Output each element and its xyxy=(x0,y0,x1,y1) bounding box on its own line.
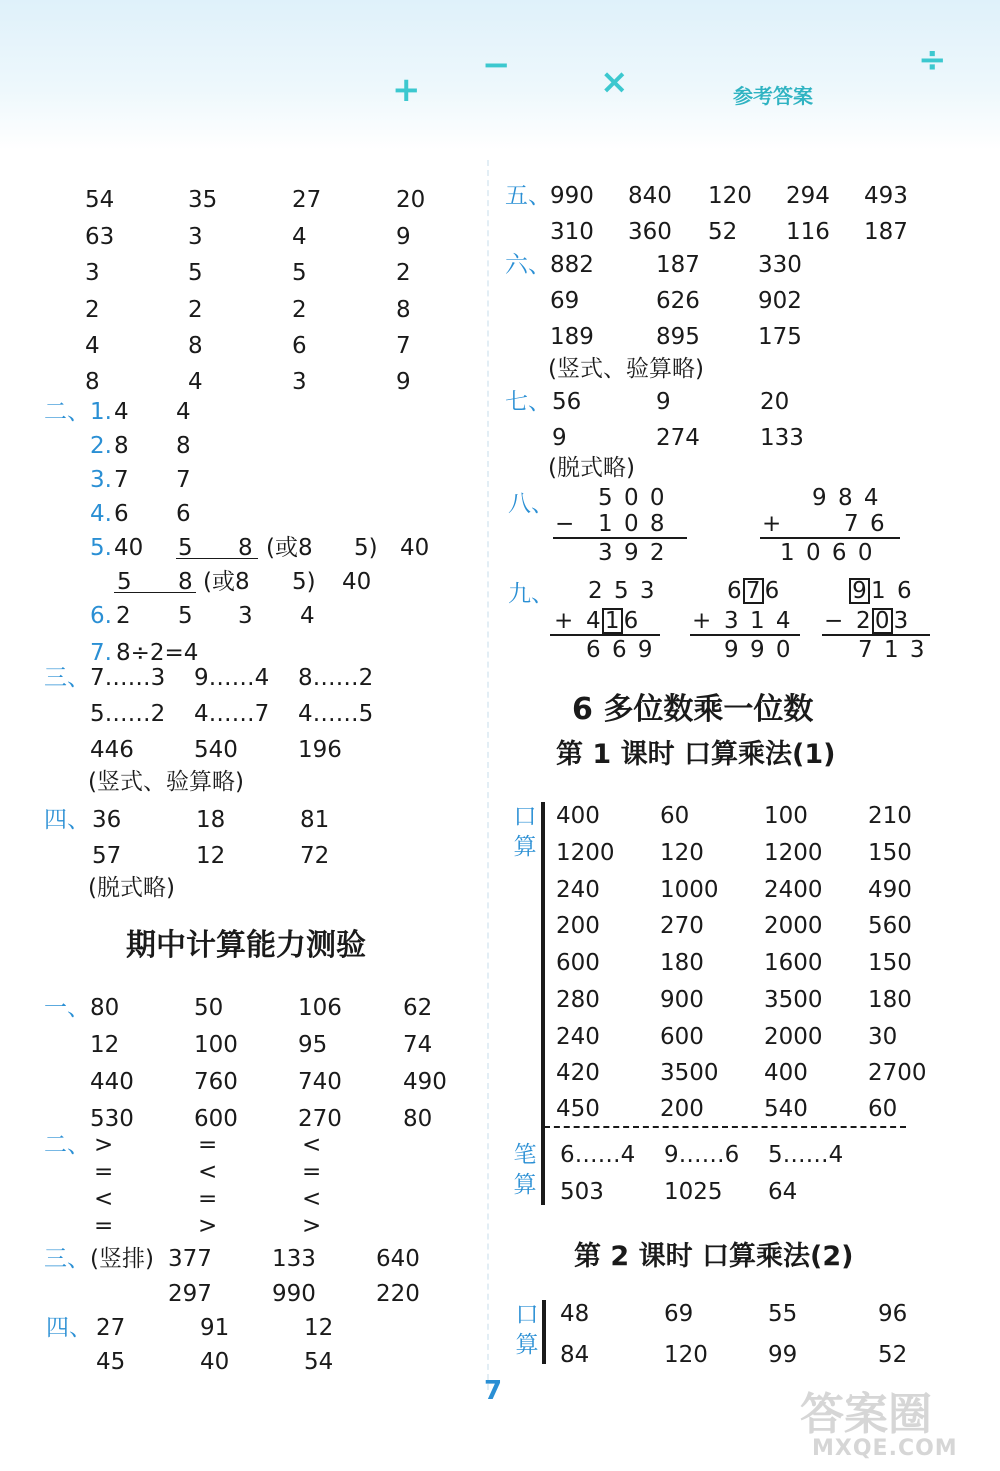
cell: 882 xyxy=(550,252,594,278)
cell: 450 xyxy=(556,1096,600,1122)
cell: 12 xyxy=(90,1032,120,1058)
cell: 40 xyxy=(200,1349,230,1375)
cell: 7……3 xyxy=(90,665,166,691)
calc-top xyxy=(848,577,914,605)
cell: 5) xyxy=(354,535,378,561)
dashed-separator xyxy=(544,1126,906,1128)
cell: 640 xyxy=(376,1246,420,1272)
cell: 54 xyxy=(304,1349,334,1375)
cell: 196 xyxy=(298,737,342,763)
cell: 377 xyxy=(168,1246,212,1272)
cell: 55 xyxy=(768,1301,798,1327)
cell: 12 xyxy=(196,843,226,869)
cell: 3 xyxy=(238,603,253,629)
section-label: 三、 xyxy=(44,1246,90,1272)
cell: 116 xyxy=(786,219,830,245)
note: (竖式、验算略) xyxy=(548,356,704,382)
cell: 100 xyxy=(194,1032,238,1058)
section-label: 二、 xyxy=(44,399,90,425)
section-label: 四、 xyxy=(44,807,90,833)
cell: 9 xyxy=(552,425,567,451)
cell: 2 xyxy=(396,260,411,286)
cell: 48 xyxy=(560,1301,590,1327)
bisuan-label: 笔算 xyxy=(513,1142,537,1198)
cell: 420 xyxy=(556,1060,600,1086)
cell: 6……4 xyxy=(560,1142,636,1168)
cell: 840 xyxy=(628,183,672,209)
item-number: 6. xyxy=(90,603,112,629)
cell: 20 xyxy=(760,389,790,415)
cell: > xyxy=(302,1213,322,1239)
cell: < xyxy=(302,1132,322,1158)
cell: 187 xyxy=(656,252,700,278)
cell: 40 xyxy=(342,569,372,595)
cell: 560 xyxy=(868,913,912,939)
cell: 8 xyxy=(188,333,203,359)
cell: 5……2 xyxy=(90,701,166,727)
cell: 2 xyxy=(292,297,307,323)
cell: 895 xyxy=(656,324,700,350)
cell: 7 xyxy=(176,467,191,493)
calc-result: 7 1 3 xyxy=(858,637,927,663)
cell: 2 xyxy=(188,297,203,323)
section-label: 二、 xyxy=(44,1132,90,1158)
cell: 4 xyxy=(188,369,203,395)
cell: 57 xyxy=(92,843,122,869)
calc-result: 9 9 0 xyxy=(724,637,793,663)
chapter-title: 6 多位数乘一位数 xyxy=(572,692,814,727)
digit: 6 xyxy=(764,578,780,604)
answer-box: 9 xyxy=(849,578,870,604)
cell: 189 xyxy=(550,324,594,350)
section-label: 六、 xyxy=(505,252,551,278)
cell: 270 xyxy=(298,1106,342,1132)
cell: 530 xyxy=(90,1106,134,1132)
cell: 175 xyxy=(758,324,802,350)
cell: 1200 xyxy=(556,840,615,866)
cell: 740 xyxy=(298,1069,342,1095)
cell: 1200 xyxy=(764,840,823,866)
cell: 3 xyxy=(292,369,307,395)
cell: 150 xyxy=(868,950,912,976)
cell: = xyxy=(302,1159,322,1185)
section-label: 五、 xyxy=(505,183,551,209)
cell: 100 xyxy=(764,803,808,829)
cell: 540 xyxy=(194,737,238,763)
cell: 2400 xyxy=(764,877,823,903)
digit: 6 xyxy=(727,578,742,604)
cell: 270 xyxy=(660,913,704,939)
cell: 5 xyxy=(188,260,203,286)
cell: 7 xyxy=(114,467,129,493)
cell: 64 xyxy=(768,1179,798,1205)
left-bracket-bar xyxy=(542,1300,546,1364)
cell: 4……7 xyxy=(194,701,270,727)
note: (脱式略) xyxy=(548,455,635,481)
left-bracket-bar xyxy=(541,802,545,1205)
cell: 8 xyxy=(178,569,193,595)
cell: 200 xyxy=(556,913,600,939)
cell: 360 xyxy=(628,219,672,245)
cell: 3500 xyxy=(660,1060,719,1086)
column-divider xyxy=(487,160,489,1390)
cell: 8÷2=4 xyxy=(116,640,199,666)
cell: > xyxy=(198,1213,218,1239)
cell: 490 xyxy=(868,877,912,903)
calc-middle: 3 1 4 xyxy=(724,608,793,634)
cell: 440 xyxy=(90,1069,134,1095)
cell: 446 xyxy=(90,737,134,763)
cell: 56 xyxy=(552,389,582,415)
cell: 27 xyxy=(96,1315,126,1341)
lesson-title: 第 2 课时 口算乘法(2) xyxy=(574,1241,854,1272)
cell: 8 xyxy=(176,433,191,459)
kousuan-label: 口算 xyxy=(513,804,537,860)
cell: 2000 xyxy=(764,913,823,939)
header-banner xyxy=(0,0,1000,150)
cell: 5 xyxy=(178,535,193,561)
divide-symbol: ÷ xyxy=(918,40,947,80)
section-label: 八、 xyxy=(508,491,554,517)
cell: = xyxy=(94,1159,114,1185)
cell: 6 xyxy=(114,501,129,527)
calc-middle: 7 6 xyxy=(844,511,887,537)
cell: 72 xyxy=(300,843,330,869)
cell: 12 xyxy=(304,1315,334,1341)
cell: 133 xyxy=(272,1246,316,1272)
cell: 540 xyxy=(764,1096,808,1122)
cell: 5……4 xyxy=(768,1142,844,1168)
plus-symbol: + xyxy=(392,70,421,110)
cell: < xyxy=(198,1159,218,1185)
cell: 40 xyxy=(114,535,144,561)
cell: 69 xyxy=(664,1301,694,1327)
cell: 902 xyxy=(758,288,802,314)
cell: 3 xyxy=(188,224,203,250)
answer-box: 0 xyxy=(872,608,893,634)
cell: 8……2 xyxy=(298,665,374,691)
page-number: 7 xyxy=(484,1376,503,1406)
cell: 8 xyxy=(114,433,129,459)
prefix: (竖排) xyxy=(90,1246,154,1272)
calc-middle: 1 0 8 xyxy=(598,511,667,537)
item-number: 4. xyxy=(90,501,112,527)
cell: 200 xyxy=(660,1096,704,1122)
calc-operator: − xyxy=(824,608,844,634)
cell: 2700 xyxy=(868,1060,927,1086)
item-number: 3. xyxy=(90,467,112,493)
digit: 3 xyxy=(893,608,909,634)
calc-top xyxy=(727,577,779,605)
cell: 60 xyxy=(660,803,690,829)
header-title: 参考答案 xyxy=(733,84,813,108)
section-label: 一、 xyxy=(44,995,90,1021)
calc-result: 3 9 2 xyxy=(598,540,667,566)
cell: 8 xyxy=(85,369,100,395)
cell: = xyxy=(198,1186,218,1212)
cell: 4 xyxy=(114,399,129,425)
cell: 1025 xyxy=(664,1179,723,1205)
cell: 220 xyxy=(376,1281,420,1307)
cell: 180 xyxy=(660,950,704,976)
cell: 187 xyxy=(864,219,908,245)
watermark-logo-text: 答案圈 xyxy=(800,1389,932,1440)
answer-underline xyxy=(114,592,196,593)
cell: < xyxy=(302,1186,322,1212)
item-number: 5. xyxy=(90,535,112,561)
cell: 760 xyxy=(194,1069,238,1095)
answer-box: 7 xyxy=(743,578,764,604)
cell: 626 xyxy=(656,288,700,314)
cell: 900 xyxy=(660,987,704,1013)
cell: 80 xyxy=(90,995,120,1021)
cell: 2 xyxy=(116,603,131,629)
item-number: 2. xyxy=(90,433,112,459)
cell: 503 xyxy=(560,1179,604,1205)
cell: 8 xyxy=(238,535,253,561)
cell: 95 xyxy=(298,1032,328,1058)
cell: 30 xyxy=(868,1024,898,1050)
cell: 3500 xyxy=(764,987,823,1013)
cell: 240 xyxy=(556,877,600,903)
cell: < xyxy=(94,1186,114,1212)
calc-top: 9 8 4 xyxy=(812,485,881,511)
cell: 69 xyxy=(550,288,580,314)
cell: 1600 xyxy=(764,950,823,976)
cell: 74 xyxy=(403,1032,433,1058)
calc-operator: − xyxy=(555,511,575,537)
cell: 120 xyxy=(708,183,752,209)
cell: 36 xyxy=(92,807,122,833)
cell: 40 xyxy=(400,535,430,561)
minus-symbol: − xyxy=(482,45,511,85)
cell: 52 xyxy=(878,1342,908,1368)
cell: 210 xyxy=(868,803,912,829)
digit: 4 xyxy=(586,608,601,634)
cell: 1000 xyxy=(660,877,719,903)
cell: 54 xyxy=(85,187,115,213)
calc-top: 5 0 0 xyxy=(598,485,667,511)
cell: 2 xyxy=(85,297,100,323)
cell: 6 xyxy=(292,333,307,359)
cell: 84 xyxy=(560,1342,590,1368)
cell: 294 xyxy=(786,183,830,209)
cell: 600 xyxy=(660,1024,704,1050)
cell: 493 xyxy=(864,183,908,209)
calc-operator: + xyxy=(554,608,574,634)
cell: 7 xyxy=(396,333,411,359)
watermark-url: MXQE.COM xyxy=(812,1436,958,1461)
cell: 990 xyxy=(272,1281,316,1307)
section-label: 四、 xyxy=(46,1315,92,1341)
cell: = xyxy=(94,1213,114,1239)
cell: 310 xyxy=(550,219,594,245)
cell: 63 xyxy=(85,224,115,250)
answer-underline xyxy=(176,558,258,559)
cell: 9 xyxy=(396,224,411,250)
cell: 20 xyxy=(396,187,426,213)
cell: 27 xyxy=(292,187,322,213)
answer-box: 1 xyxy=(602,608,623,634)
cell: 600 xyxy=(556,950,600,976)
cell: = xyxy=(198,1132,218,1158)
item-number: 7. xyxy=(90,640,112,666)
cell: 5 xyxy=(178,603,193,629)
cell: 274 xyxy=(656,425,700,451)
section-title: 期中计算能力测验 xyxy=(126,928,366,963)
cell: 490 xyxy=(403,1069,447,1095)
cell: 81 xyxy=(300,807,330,833)
calc-result: 1 0 6 0 xyxy=(780,540,875,566)
cell: > xyxy=(94,1132,114,1158)
cell: 5) xyxy=(292,569,316,595)
cell: 5 xyxy=(292,260,307,286)
cell: 18 xyxy=(196,807,226,833)
kousuan-label: 口算 xyxy=(515,1302,539,1358)
cell: 52 xyxy=(708,219,738,245)
cell: 96 xyxy=(878,1301,908,1327)
times-symbol: × xyxy=(600,62,629,102)
cell: 9……6 xyxy=(664,1142,740,1168)
cell: 4 xyxy=(300,603,315,629)
cell: 50 xyxy=(194,995,224,1021)
cell: 2000 xyxy=(764,1024,823,1050)
calc-middle xyxy=(586,607,638,635)
cell: 5 xyxy=(117,569,132,595)
cell: 297 xyxy=(168,1281,212,1307)
section-label: 九、 xyxy=(508,581,554,607)
cell: 106 xyxy=(298,995,342,1021)
cell: 99 xyxy=(768,1342,798,1368)
calc-result: 6 6 9 xyxy=(586,637,655,663)
cell: 62 xyxy=(403,995,433,1021)
cell: 60 xyxy=(868,1096,898,1122)
section-label: 七、 xyxy=(505,389,551,415)
cell: 180 xyxy=(868,987,912,1013)
cell: 35 xyxy=(188,187,218,213)
cell: 120 xyxy=(664,1342,708,1368)
cell: 45 xyxy=(96,1349,126,1375)
cell: 4 xyxy=(292,224,307,250)
cell: 91 xyxy=(200,1315,230,1341)
digit: 1 6 xyxy=(871,578,914,604)
digit: 2 xyxy=(856,608,871,634)
cell: 150 xyxy=(868,840,912,866)
cell: 400 xyxy=(764,1060,808,1086)
cell: (或8 xyxy=(266,535,313,561)
cell: 280 xyxy=(556,987,600,1013)
cell: 133 xyxy=(760,425,804,451)
cell: 400 xyxy=(556,803,600,829)
calc-operator: + xyxy=(762,511,782,537)
cell: 9 xyxy=(396,369,411,395)
cell: 330 xyxy=(758,252,802,278)
digit: 6 xyxy=(623,608,639,634)
cell: 9 xyxy=(656,389,671,415)
cell: 120 xyxy=(660,840,704,866)
cell: 4 xyxy=(85,333,100,359)
cell: 9……4 xyxy=(194,665,270,691)
calc-operator: + xyxy=(692,608,712,634)
note: (脱式略) xyxy=(88,875,175,901)
item-number: 1. xyxy=(90,399,112,425)
cell: 4 xyxy=(176,399,191,425)
cell: 8 xyxy=(396,297,411,323)
note: (竖式、验算略) xyxy=(88,769,244,795)
cell: (或8 xyxy=(203,569,250,595)
cell: 3 xyxy=(85,260,100,286)
calc-top: 2 5 3 xyxy=(588,578,657,604)
cell: 80 xyxy=(403,1106,433,1132)
cell: 240 xyxy=(556,1024,600,1050)
section-label: 三、 xyxy=(44,665,90,691)
cell: 600 xyxy=(194,1106,238,1132)
lesson-title: 第 1 课时 口算乘法(1) xyxy=(556,739,836,770)
calc-middle xyxy=(856,607,908,635)
cell: 6 xyxy=(176,501,191,527)
cell: 990 xyxy=(550,183,594,209)
cell: 4……5 xyxy=(298,701,374,727)
